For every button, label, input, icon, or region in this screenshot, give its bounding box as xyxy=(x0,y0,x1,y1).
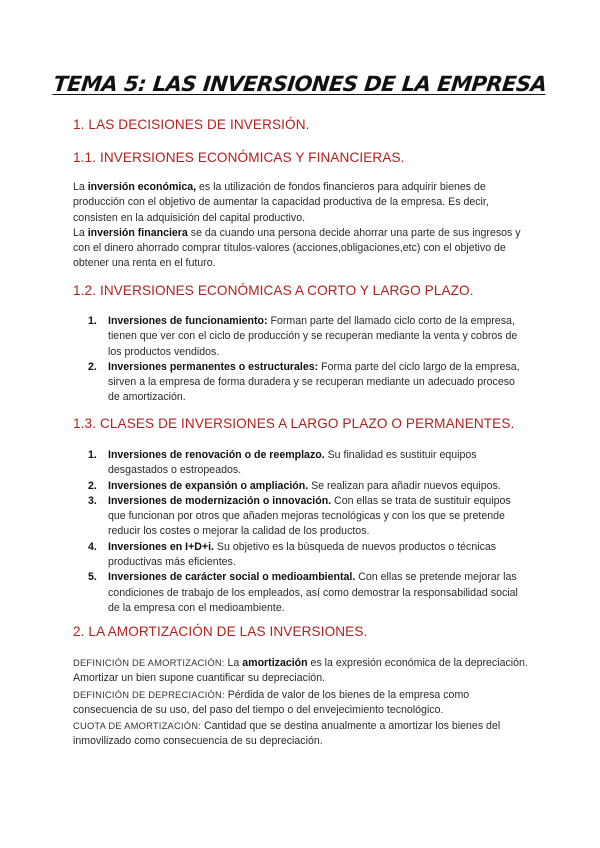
bold-term: Inversiones de expansión o ampliación. xyxy=(108,479,309,492)
list-item xyxy=(88,314,520,360)
section-1-2-list xyxy=(88,314,520,406)
text: es la utilización de fondos financieros para adquirir bienes de producción con el objetivo de aumentar la capacidad productiva de la empresa. Es decir, consisten en la adquisición del capital productivo. xyxy=(73,181,489,224)
text: Forma parte del ciclo largo de la empresa, sirven a la empresa de forma duradera y se recuperan mediante un adecuado proceso de amortización. xyxy=(108,360,520,404)
text: Su objetivo es la búsqueda de nuevos productos o técnicas productivas más eficientes. xyxy=(108,540,497,569)
list-item xyxy=(88,448,520,479)
text: La xyxy=(73,226,88,239)
text: La xyxy=(224,657,243,669)
text: La xyxy=(73,181,88,193)
definition-depreciacion xyxy=(73,687,533,719)
list-number: 4. xyxy=(88,540,97,553)
text: Con ellas se trata de sustituir equipos que funcionan por otros que añaden mejoras tecnológicas y con los que se pretende reducir los costes o mejorar la calidad de los productos. xyxy=(108,494,511,538)
bold-term: Inversiones de carácter social o medioambiental. xyxy=(108,571,356,584)
list-number: 1. xyxy=(88,449,97,461)
list-number: 3. xyxy=(88,494,97,507)
text: Se realizan para añadir nuevos equipos. xyxy=(308,479,501,492)
paragraph-inversion-economica xyxy=(73,180,533,226)
bold-term: amortización xyxy=(242,657,308,669)
text: Su finalidad es sustituir equipos desgastados o estropeados. xyxy=(108,449,477,477)
section-1-1-paragraphs xyxy=(73,180,533,272)
bold-term: Inversiones de funcionamiento: xyxy=(108,315,268,327)
bold-term: inversión económica, xyxy=(87,181,197,193)
definition-label: DEFINICIÓN DE DEPRECIACIÓN: xyxy=(73,688,225,700)
list-number: 2. xyxy=(88,360,97,373)
list-number: 5. xyxy=(88,571,97,584)
bold-term: inversión financiera xyxy=(87,226,188,239)
text: Pérdida de valor de los bienes de la empresa como consecuencia de su uso, del paso del tiempo o del envejecimiento tecnológico. xyxy=(73,688,470,716)
text: Cantidad que se destina anualmente a amortizar los bienes del inmovilizado como consecuencia de su depreciación. xyxy=(73,720,501,748)
text: Forman parte del llamado ciclo corto de la empresa, tienen que ver con el ciclo de producción y se recuperan mediante la venta y cobros de los productos vendidos. xyxy=(108,315,518,358)
list-item xyxy=(88,494,520,540)
paragraph-inversion-financiera xyxy=(73,226,533,272)
definition-cuota xyxy=(73,718,533,750)
text: se da cuando una persona decide ahorrar una parte de sus ingresos y con el dinero ahorrado comprar títulos-valores (acciones,obligaciones,etc) con el objetivo de obtener una renta en el futuro. xyxy=(73,226,521,270)
section-1-heading: 1. LAS DECISIONES DE INVERSIÓN. xyxy=(73,117,310,132)
bold-term: Inversiones en I+D+i. xyxy=(108,540,214,553)
list-number: 1. xyxy=(88,315,97,327)
list-item xyxy=(88,360,520,406)
list-item xyxy=(88,540,520,571)
bold-term: Inversiones permanentes o estructurales: xyxy=(108,360,319,373)
section-2-definitions xyxy=(73,655,533,750)
section-1-3-heading: 1.3. CLASES DE INVERSIONES A LARGO PLAZO O PERMANENTES. xyxy=(73,416,515,431)
section-1-3-list xyxy=(88,448,520,616)
list-number: 2. xyxy=(88,479,97,492)
list-item xyxy=(88,479,520,494)
definition-label: DEFINICIÓN DE AMORTIZACIÓN: xyxy=(73,657,225,668)
section-1-2-heading: 1.2. INVERSIONES ECONÓMICAS A CORTO Y LARGO PLAZO. xyxy=(73,283,474,298)
bold-term: Inversiones de renovación o de reemplazo. xyxy=(108,449,325,461)
section-1-1-heading: 1.1. INVERSIONES ECONÓMICAS Y FINANCIERAS. xyxy=(73,150,405,165)
section-2-heading: 2. LA AMORTIZACIÓN DE LAS INVERSIONES. xyxy=(73,624,368,639)
text: es la expresión económica de la depreciación. Amortizar un bien supone cuantificar su depreciación. xyxy=(73,657,528,685)
definition-amortizacion xyxy=(73,655,533,687)
document-title: TEMA 5: LAS INVERSIONES DE LA EMPRESA xyxy=(52,72,548,96)
text: Con ellas se pretende mejorar las condiciones de trabajo de los empleados, así como demostrar la responsabilidad social de la empresa con el medioambiente. xyxy=(108,571,518,614)
definition-label: CUOTA DE AMORTIZACIÓN: xyxy=(73,720,202,732)
list-item xyxy=(88,570,520,616)
bold-term: Inversiones de modernización o innovación. xyxy=(108,494,332,507)
